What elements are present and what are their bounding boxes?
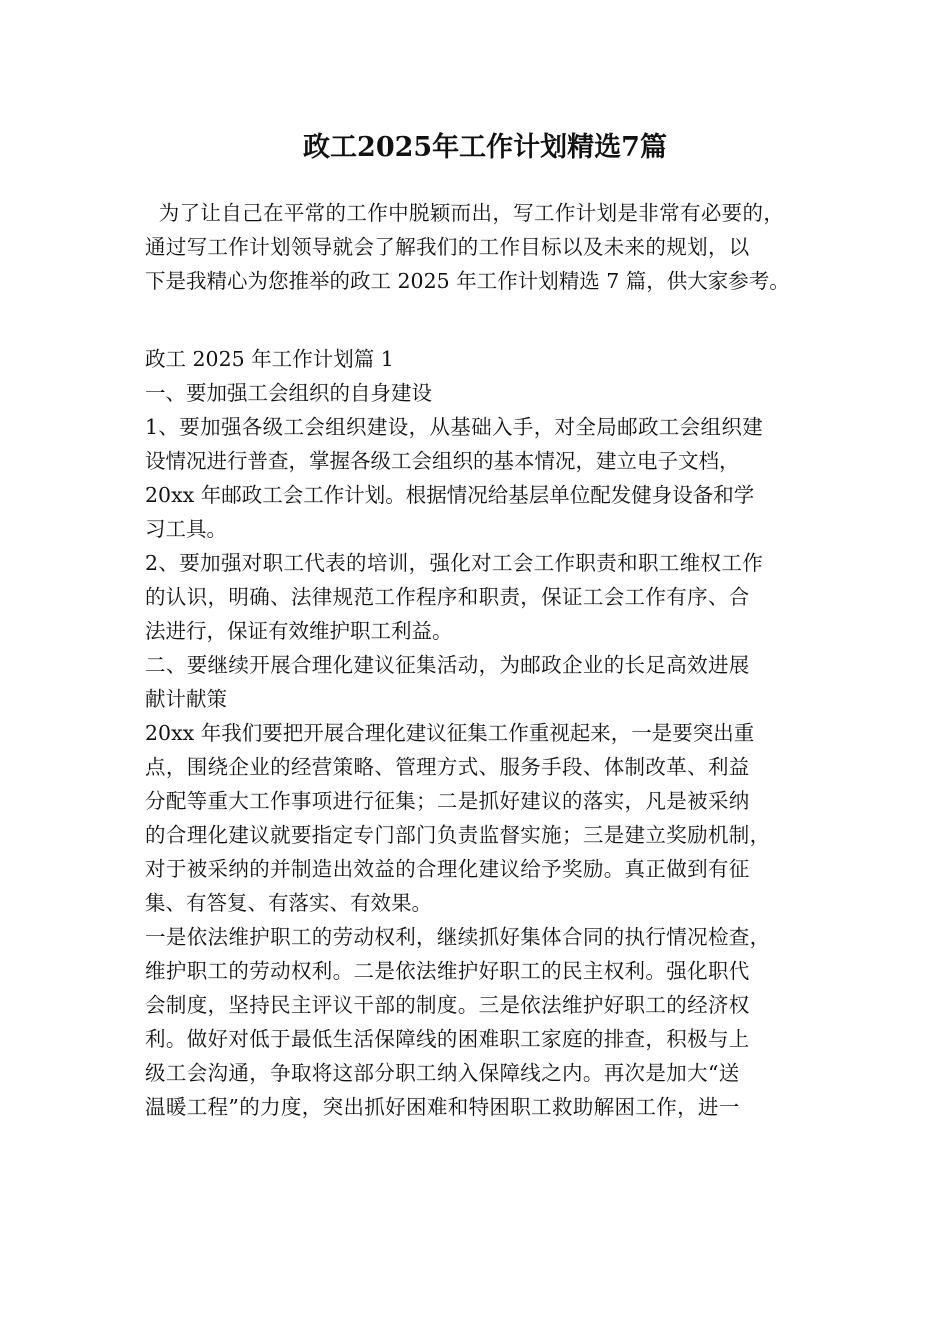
body-line: 的合理化建议就要指定专门部门负责监督实施；三是建立奖励机制， (145, 823, 771, 847)
intro-line: 下是我精心为您推举的政工 2025 年工作计划精选 7 篇，供大家参考。 (145, 269, 790, 293)
body-line: 点，围绕企业的经营策略、管理方式、服务手段、体制改革、利益 (145, 755, 750, 779)
subsection-heading: 献计献策 (145, 687, 227, 711)
intro-line: 通过写工作计划领导就会了解我们的工作目标以及未来的规划，以 (145, 235, 750, 259)
body-line: 20xx 年邮政工会工作计划。根据情况给基层单位配发健身设备和学 (145, 483, 755, 507)
body-line: 维护职工的劳动权利。二是依法维护好职工的民主权利。强化职代 (145, 959, 750, 983)
intro-line: 为了让自己在平常的工作中脱颖而出，写工作计划是非常有必要的， (145, 201, 785, 225)
body-line: 习工具。 (145, 517, 227, 541)
section-heading: 政工 2025 年工作计划篇 1 (145, 347, 394, 371)
body-line: 对于被采纳的并制造出效益的合理化建议给予奖励。真正做到有征 (145, 857, 750, 881)
document-body (145, 196, 825, 1124)
document-title: 政工2025年工作计划精选7篇 (303, 132, 667, 163)
body-line: 的认识，明确、法律规范工作程序和职责，保证工会工作有序、合 (145, 585, 750, 609)
body-line: 会制度，坚持民主评议干部的制度。三是依法维护好职工的经济权 (145, 993, 750, 1017)
paragraph-gap (145, 298, 825, 342)
body-line: 设情况进行普查，掌握各级工会组织的基本情况，建立电子文档， (145, 449, 740, 473)
body-line: 1、要加强各级工会组织建设，从基础入手，对全局邮政工会组织建 (145, 415, 764, 439)
body-line: 利。做好对低于最低生活保障线的困难职工家庭的排查，积极与上 (145, 1027, 750, 1051)
body-line: 分配等重大工作事项进行征集；二是抓好建议的落实，凡是被采纳 (145, 789, 750, 813)
body-line: 2、要加强对职工代表的培训，强化对工会工作职责和职工维权工作 (145, 551, 764, 575)
body-line: 法进行，保证有效维护职工利益。 (145, 619, 453, 643)
subsection-heading: 二、要继续开展合理化建议征集活动，为邮政企业的长足高效进展 (145, 653, 750, 677)
subsection-heading: 一、要加强工会组织的自身建设 (145, 381, 432, 405)
body-line: 温暖工程”的力度，突出抓好困难和特困职工救助解困工作，进一 (145, 1095, 740, 1119)
body-line: 一是依法维护职工的劳动权利，继续抓好集体合同的执行情况检查， (145, 925, 771, 949)
body-line: 级工会沟通，争取将这部分职工纳入保障线之内。再次是加大“送 (145, 1061, 740, 1085)
body-line: 20xx 年我们要把开展合理化建议征集工作重视起来，一是要突出重 (145, 721, 755, 745)
body-line: 集、有答复、有落实、有效果。 (145, 891, 432, 915)
